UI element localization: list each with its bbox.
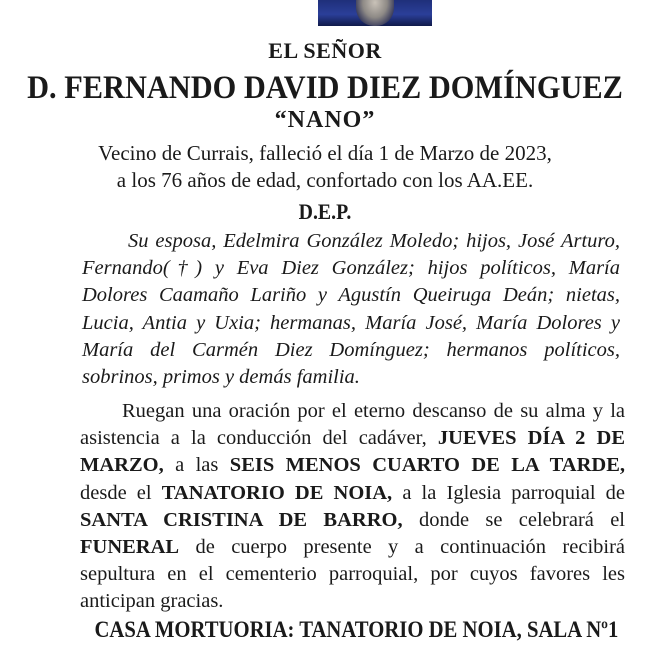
portrait-figure <box>356 0 394 26</box>
dep-heading: D.E.P. <box>298 199 352 224</box>
funeral-text-5: donde se celebrará el <box>418 508 625 531</box>
funeral-text-6: de cuerpo presente y a continuación recibirá sepultura en el cementerio parroquial, por cuyos favores les anticipan gracias. <box>80 536 626 613</box>
casa-mortuoria: CASA MORTUORIA: TANATORIO DE NOIA, SALA Nº1 <box>94 617 619 642</box>
funeral-church: SANTA CRISTINA DE BARRO, <box>80 508 403 531</box>
funeral-details <box>80 398 625 616</box>
deceased-portrait-photo <box>318 0 432 26</box>
announcement-line-1: Vecino de Currais, falleció el día 1 de Marzo de 2023, <box>98 141 552 165</box>
death-announcement <box>0 140 650 194</box>
deceased-name: D. FERNANDO DAVID DIEZ DOMÍNGUEZ <box>27 70 623 106</box>
announcement-line-2: a los 76 años de edad, confortado con los AA.EE. <box>116 168 534 192</box>
funeral-text-2: a las <box>175 454 219 477</box>
honorific-title: EL SEÑOR <box>268 38 382 63</box>
funeral-text-4: a la Iglesia parroquial de <box>402 481 625 504</box>
family-list: Su esposa, Edelmira González Moledo; hijos, José Arturo, Fernando(†) y Eva Diez González; hijos políticos, María Dolores Caamaño Lariño y Agustín Queiruga Deán; nietas, Lucia, Antia y Uxia; hermanas, María José, María Dolores y María del Carmén Diez Domínguez; hermanos políticos, sobrinos, primos y demás familia. <box>82 230 620 389</box>
funeral-date: JUEVES DÍA 2 DE MARZO, <box>80 427 625 477</box>
funeral-time: SEIS MENOS CUARTO DE LA TARDE, <box>229 454 625 477</box>
funeral-text-3: desde el <box>80 481 152 504</box>
funeral-origin: TANATORIO DE NOIA, <box>161 481 393 504</box>
deceased-nickname: “NANO” <box>274 107 376 133</box>
funeral-text-1: Ruegan una oración por el eterno descanso de su alma y la asistencia a la conducción del cadáver, <box>80 400 625 450</box>
funeral-word: FUNERAL <box>80 536 180 559</box>
